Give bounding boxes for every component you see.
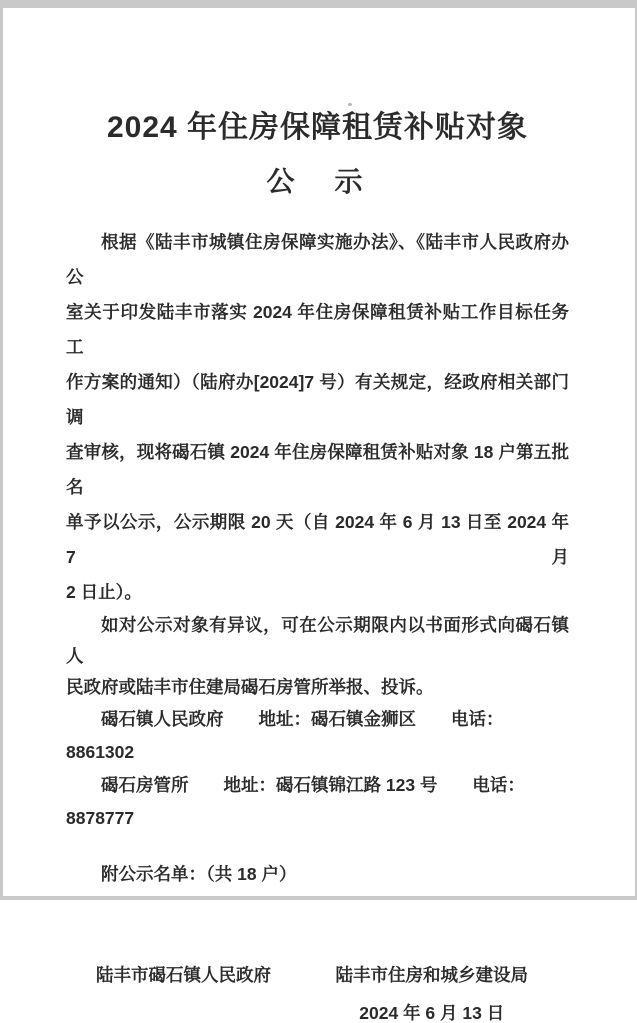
body-paragraph-1 [66,225,569,610]
text-line: 2 日止）。 [66,582,142,602]
scan-artifact-dot [348,103,352,106]
document-title: 2024 年住房保障租赁补贴对象 [106,111,529,144]
signature-town-government: 陆丰市碣石镇人民政府 [96,965,271,985]
text-line: 作方案的通知）（陆府办[2024]7 号）有关规定，经政府相关部门调 [66,372,569,427]
signature-housing-bureau: 陆丰市住房和城乡建设局 [335,965,528,985]
notice-document [3,8,635,1023]
text-line: 民政府或陆丰市住建局碣石房管所举报、投诉。 [66,677,434,697]
text-line: 单予以公示，公示期限 20 天（自 2024 年 6 月 13 日至 2024 年 7 月 [66,512,569,567]
signature-bureau-block [336,965,529,1023]
document-subtitle: 公 示 [266,166,369,197]
text-line: 碣石房管所 地址：碣石镇锦江路 123 号 电话：8878777 [66,775,525,828]
document-date: 2024 年 6 月 13 日 [359,1003,505,1023]
text-line: 如对公示对象有异议，可在公示期限内以书面形式向碣石镇人 [66,615,569,666]
contact-lines [66,703,569,835]
text-line: 碣石镇人民政府 地址：碣石镇金狮区 电话：8861302 [66,709,504,762]
attachment-note: 附公示名单：（共 18 户） [101,864,297,884]
body-paragraph-2 [66,610,569,703]
document-page [3,8,635,1023]
text-line: 根据《陆丰市城镇住房保障实施办法》、《陆丰市人民政府办公 [66,232,569,287]
text-line: 室关于印发陆丰市落实 2024 年住房保障租赁补贴工作目标任务工 [66,302,569,357]
signature-row [66,965,569,1023]
text-line: 查审核，现将碣石镇 2024 年住房保障租赁补贴对象 18 户第五批名 [66,442,569,497]
